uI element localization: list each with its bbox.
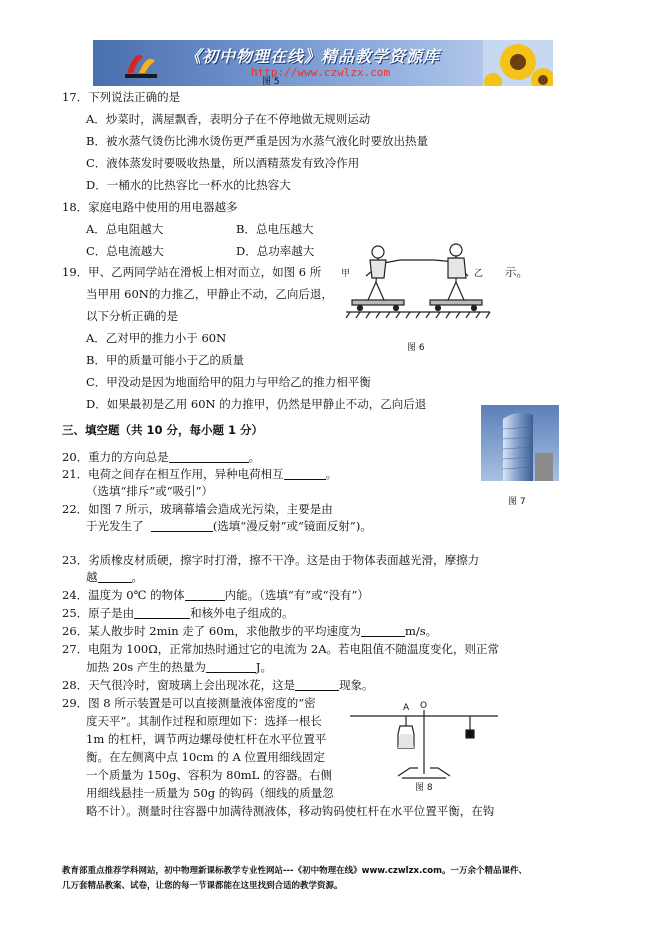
banner-url[interactable]: http://www.czwlzx.com	[251, 66, 391, 79]
q24-pre: 24．温度为 0℃ 的物体	[62, 588, 185, 602]
q18-option-a: A．总电阻越大	[86, 222, 164, 236]
q29-line6: 用细线悬挂一质量为 50g 的钩码（细线的质量忽	[86, 786, 334, 800]
q17-option-d: D．一桶水的比热容比一杯水的比热容大	[86, 178, 291, 192]
q19-line1: 19．甲、乙两同学站在滑板上相对而立，如图 6 所	[62, 265, 322, 279]
q21-text: 21．电荷之间存在相互作用，异种电荷相互	[62, 467, 284, 481]
fig8-label-o: O	[420, 701, 428, 711]
q25-pre: 25．原子是由	[62, 606, 135, 620]
fig6-label-jia: 甲	[341, 269, 351, 279]
q22-answer-blank[interactable]	[151, 519, 213, 532]
q29-line1: 29．图 8 所示装置是可以直接测量液体密度的“密	[62, 696, 316, 710]
q26-line	[62, 623, 437, 639]
q20-answer-blank[interactable]	[169, 450, 249, 463]
fig8-label: 图 8	[415, 783, 433, 793]
q29-line7: 略不计）。测量时往容器中加满待测液体，移动钩码使杠杆在水平位置平衡，在钩	[86, 804, 495, 818]
q27-line2	[86, 659, 272, 675]
q29-line2: 度天平”。其制作过程和原理如下：选择一根长	[86, 714, 322, 728]
q17-option-c: C．液体蒸发时要吸收热量，所以酒精蒸发有致冷作用	[86, 156, 360, 170]
q17-stem: 17．下列说法正确的是	[62, 90, 181, 104]
q24-post: 内能。（选填“有”或“没有”）	[224, 588, 369, 602]
q20-line	[62, 449, 260, 465]
q23-line2	[86, 569, 143, 585]
q21-answer-blank[interactable]	[284, 467, 326, 480]
q25-answer-blank[interactable]	[134, 606, 190, 619]
q25-line	[62, 605, 294, 621]
q27-answer-blank[interactable]	[206, 660, 256, 673]
q19-option-c: C．甲没动是因为地面给甲的阻力与甲给乙的推力相平衡	[86, 375, 371, 389]
q28-post: 现象。	[339, 678, 374, 692]
q19-line2: 当甲用 60N的力推乙，甲静止不动，乙向后退，	[86, 287, 333, 301]
q20-tail: 。	[248, 450, 261, 464]
q21-tail: 。	[325, 467, 338, 481]
q27-line2-post: J。	[255, 660, 272, 674]
q25-post: 和核外电子组成的。	[190, 606, 294, 620]
q22-line2-post: (选填“漫反射”或“镜面反射”)。	[212, 519, 372, 533]
q24-answer-blank[interactable]	[185, 588, 225, 601]
q28-answer-blank[interactable]	[295, 678, 339, 691]
header-banner	[93, 40, 553, 86]
section3-title: 三、填空题（共 10 分，每小题 1 分）	[62, 423, 264, 437]
q28-pre: 28．天气很冷时，窗玻璃上会出现冰花，这是	[62, 678, 296, 692]
fig6-label: 图 6	[407, 343, 425, 353]
q26-post: m/s。	[404, 624, 438, 638]
q20-text: 20．重力的方向总是	[62, 450, 169, 464]
q29-line5: 一个质量为 150g、容积为 80mL 的容器。右侧	[86, 768, 332, 782]
fig5-label: 图 5	[262, 77, 280, 87]
q19-option-b: B．甲的质量可能小于乙的质量	[86, 353, 244, 367]
fig7-label: 图 7	[508, 497, 526, 507]
footer-line1: 教育部重点推荐学科网站，初中物理新课标教学专业性网站---《初中物理在线》www.czwlzx.com。一万余个精品课件、	[62, 866, 527, 876]
q17-option-a: A．炒菜时，满屋飘香，表明分子在不停地做无规则运动	[86, 112, 371, 126]
fig8-label-a: A	[403, 703, 410, 713]
q21-line2: （选填“排斥”或“吸引”）	[86, 484, 214, 498]
q29-line3: 1m 的杠杆，调节两边螺母使杠杆在水平位置平	[86, 732, 327, 746]
q18-stem: 18．家庭电路中使用的用电器越多	[62, 200, 238, 214]
footer-line2: 几万套精品教案、试卷，让您的每一节课都能在这里找到合适的教学资源。	[62, 881, 343, 891]
q18-option-c: C．总电流越大	[86, 244, 164, 258]
q26-pre: 26．某人散步时 2min 走了 60m，求他散步的平均速度为	[62, 624, 361, 638]
figure-7-glass-building	[481, 405, 559, 481]
q17-option-b: B．被水蒸气烫伤比沸水烫伤更严重是因为水蒸气液化时要放出热量	[86, 134, 428, 148]
q23-line1: 23．劣质橡皮材质硬，擦字时打滑，擦不干净。这是由于物体表面越光滑，摩擦力	[62, 553, 480, 567]
q27-line1: 27．电阻为 100Ω，正常加热时通过它的电流为 2A。若电阻值不随温度变化，则正常	[62, 642, 500, 656]
q23-line2-post: 。	[131, 570, 143, 584]
q28-line	[62, 677, 374, 693]
site-logo	[121, 43, 161, 83]
q19-line3: 以下分析正确的是	[86, 309, 178, 323]
q22-line2-pre: 于光发生了	[86, 519, 144, 533]
q27-line2-pre: 加热 20s 产生的热量为	[86, 660, 206, 674]
q22-line2	[86, 518, 372, 534]
fig6-label-yi: 乙	[474, 269, 484, 279]
q19-line1-tail: 示。	[505, 265, 528, 279]
sunflower-image	[483, 40, 553, 86]
q22-line1: 22．如图 7 所示，玻璃幕墙会造成光污染，主要是由	[62, 502, 333, 516]
q29-line4: 衡。在左侧离中点 10cm 的 A 位置用细线固定	[86, 750, 325, 764]
q18-option-d: D．总功率越大	[236, 244, 315, 258]
q26-answer-blank[interactable]	[361, 624, 405, 637]
q21-line	[62, 466, 337, 482]
q23-answer-blank[interactable]	[98, 570, 132, 583]
q24-line	[62, 587, 369, 603]
q18-option-b: B．总电压越大	[236, 222, 314, 236]
banner-title: 《初中物理在线》精品教学资源库	[185, 47, 441, 66]
q23-line2-pre: 越	[86, 570, 98, 584]
q19-option-a: A．乙对甲的推力小于 60N	[86, 331, 227, 345]
q19-option-d: D．如果最初是乙用 60N 的力推甲，仍然是甲静止不动，乙向后退	[86, 397, 427, 411]
